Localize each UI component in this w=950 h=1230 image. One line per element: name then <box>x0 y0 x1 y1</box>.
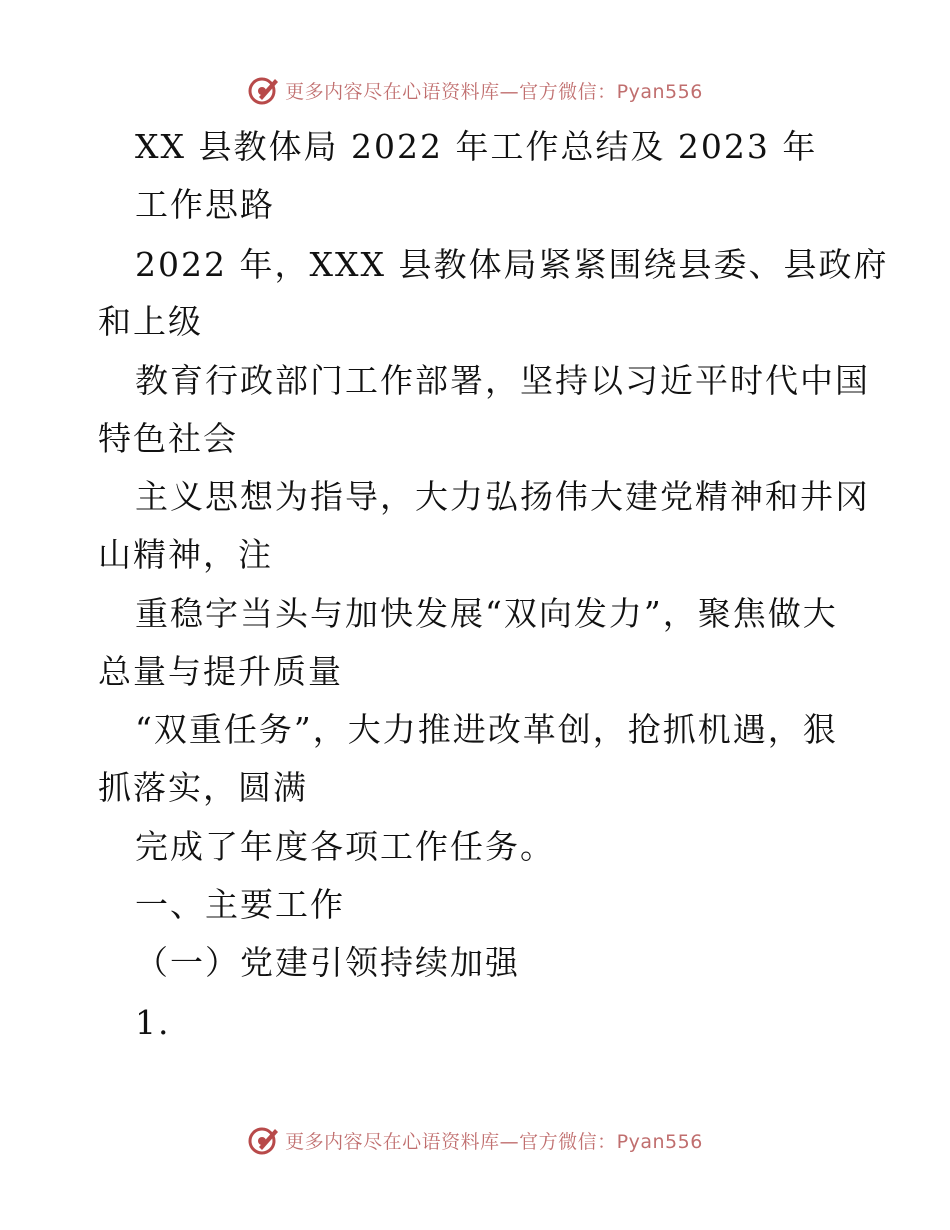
paragraph-line: 重稳字当头与加快发展“双向发力”，聚焦做大 <box>135 594 838 633</box>
paragraph-line: 主义思想为指导，大力弘扬伟大建党精神和井冈 <box>135 477 870 516</box>
paragraph-line: 山精神，注 <box>98 535 273 574</box>
paragraph-line: 完成了年度各项工作任务。 <box>135 827 555 866</box>
paragraph-line: 总量与提升质量 <box>98 652 343 691</box>
paragraph-line: 2022 年，XXX 县教体局紧紧围绕县委、县政府 <box>135 245 889 284</box>
item-number: 1. <box>135 1003 171 1042</box>
paragraph-line: 特色社会 <box>98 419 238 458</box>
pen-logo-icon <box>247 1123 281 1157</box>
document-title-line-2: 工作思路 <box>135 185 275 224</box>
document-title-line-1: XX 县教体局 2022 年工作总结及 2023 年 <box>135 127 818 166</box>
pen-logo-icon <box>247 73 281 107</box>
subsection-heading: （一）党建引领持续加强 <box>135 943 520 982</box>
paragraph-line: 和上级 <box>98 302 203 341</box>
header-banner-text: 更多内容尽在心语资料库—官方微信：Pyan556 <box>285 80 703 103</box>
paragraph-line: 抓落实，圆满 <box>98 768 308 807</box>
footer-banner <box>0 1120 950 1160</box>
section-heading: 一、主要工作 <box>135 885 345 924</box>
footer-banner-text: 更多内容尽在心语资料库—官方微信：Pyan556 <box>285 1130 703 1153</box>
header-banner <box>0 70 950 110</box>
paragraph-line: “双重任务”，大力推进改革创，抢抓机遇，狠 <box>135 710 838 749</box>
paragraph-line: 教育行政部门工作部署，坚持以习近平时代中国 <box>135 361 870 400</box>
